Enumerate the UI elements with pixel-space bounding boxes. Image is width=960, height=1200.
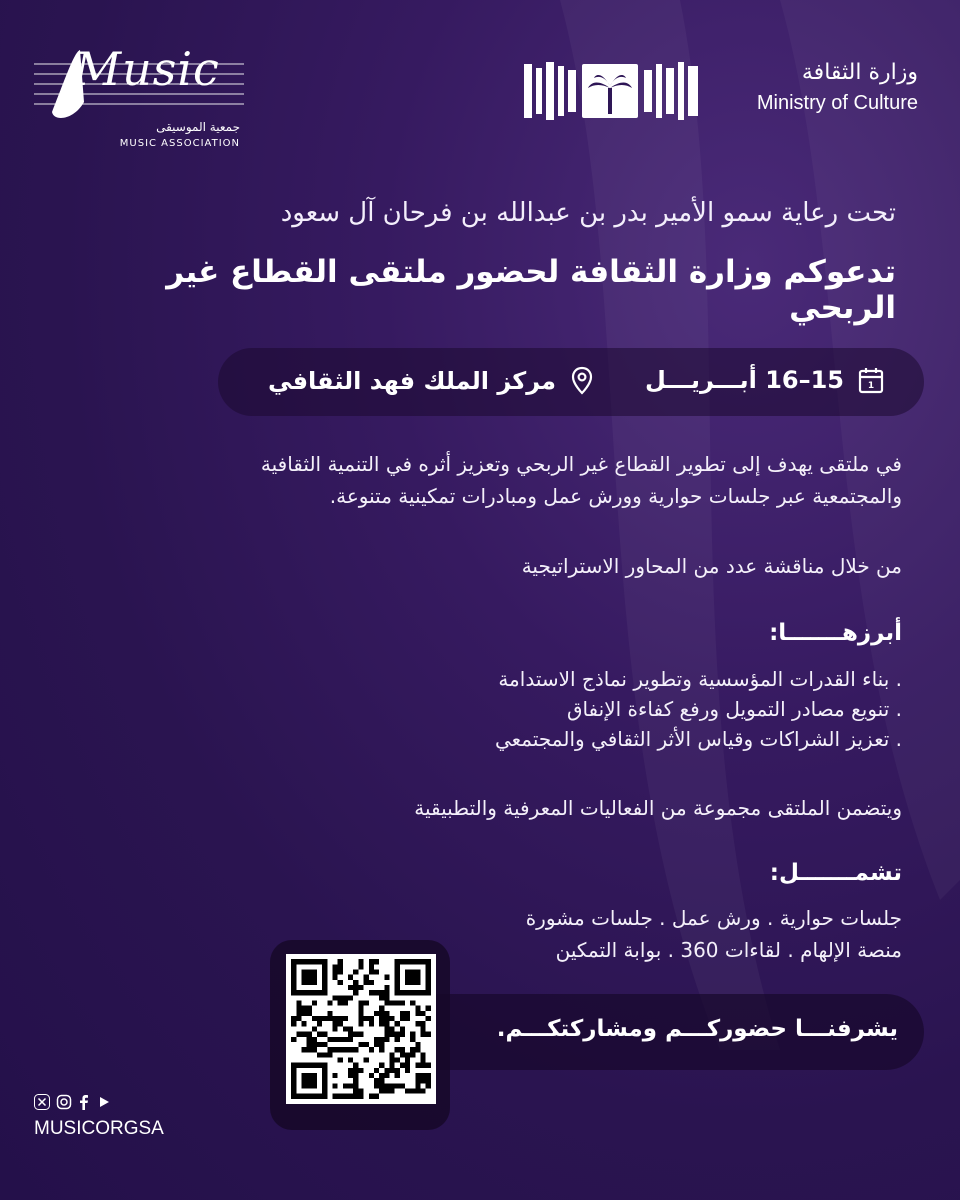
social-handle: MUSICORGSA <box>34 1118 164 1139</box>
activities-line-2: منصة الإلهام . لقاءات 360 . بوابة التمكين <box>555 938 902 962</box>
list-item: . تعزيز الشراكات وقياس الأثر الثقافي والمجتمعي <box>494 727 902 751</box>
music-wordmark: Music <box>74 42 220 96</box>
includes-intro-line: ويتضمن الملتقى مجموعة من الفعاليات المعرفية والتطبيقية <box>414 796 902 820</box>
music-association-name-ar: جمعية الموسيقى <box>156 120 240 134</box>
qr-code-card[interactable] <box>270 940 450 1130</box>
ministry-emblem-icon <box>524 60 700 122</box>
youtube-icon[interactable] <box>96 1094 112 1110</box>
invitation-headline: تدعوكم وزارة الثقافة لحضور ملتقى القطاع غير الربحي <box>166 254 896 326</box>
ministry-name-en: Ministry of Culture <box>756 92 918 114</box>
event-date <box>645 366 884 394</box>
list-item: . تنويع مصادر التمويل ورفع كفاءة الإنفاق <box>566 697 902 721</box>
activities-line-1: جلسات حوارية . ورش عمل . جلسات مشورة <box>525 906 902 930</box>
highlights-heading: أبرزهـــــــا: <box>769 620 902 646</box>
svg-text:1: 1 <box>867 381 875 391</box>
music-association-name-en: MUSIC ASSOCIATION <box>119 138 240 149</box>
patronage-line: تحت رعاية سمو الأمير بدر بن عبدالله بن فرحان آل سعود <box>280 198 896 228</box>
list-item: . بناء القدرات المؤسسية وتطوير نماذج الاستدامة <box>498 667 902 691</box>
ministry-name-ar: وزارة الثقافة <box>801 60 918 85</box>
qr-code[interactable] <box>286 954 436 1104</box>
closing-bar <box>390 994 924 1070</box>
event-venue <box>268 366 594 396</box>
ministry-of-culture-logo <box>524 60 924 126</box>
instagram-icon[interactable] <box>56 1094 72 1110</box>
x-icon[interactable] <box>34 1094 50 1110</box>
location-pin-icon <box>570 366 594 396</box>
event-venue-text: مركز الملك فهد الثقافي <box>268 367 556 395</box>
calendar-icon <box>858 366 884 394</box>
closing-message: يشرفنـــا حضوركـــم ومشاركتكـــم. <box>496 1016 898 1042</box>
facebook-icon[interactable] <box>78 1094 90 1110</box>
includes-heading: تشمـــــــل: <box>769 860 902 886</box>
event-date-text: 15–16 أبـــريـــل <box>645 366 844 394</box>
strategic-axes-line: من خلال مناقشة عدد من المحاور الاستراتيجية <box>521 554 902 578</box>
intro-paragraph: في ملتقى يهدف إلى تطوير القطاع غير الربحي وتعزيز أثره في التنمية الثقافية والمجتمعية عبر جلسات حوارية وورش عمل ومبادرات تمكينية متنوعة. <box>260 452 902 508</box>
event-info-bar <box>218 348 924 416</box>
social-icons <box>34 1094 112 1110</box>
music-association-logo <box>34 42 254 154</box>
highlights-list <box>202 664 902 754</box>
